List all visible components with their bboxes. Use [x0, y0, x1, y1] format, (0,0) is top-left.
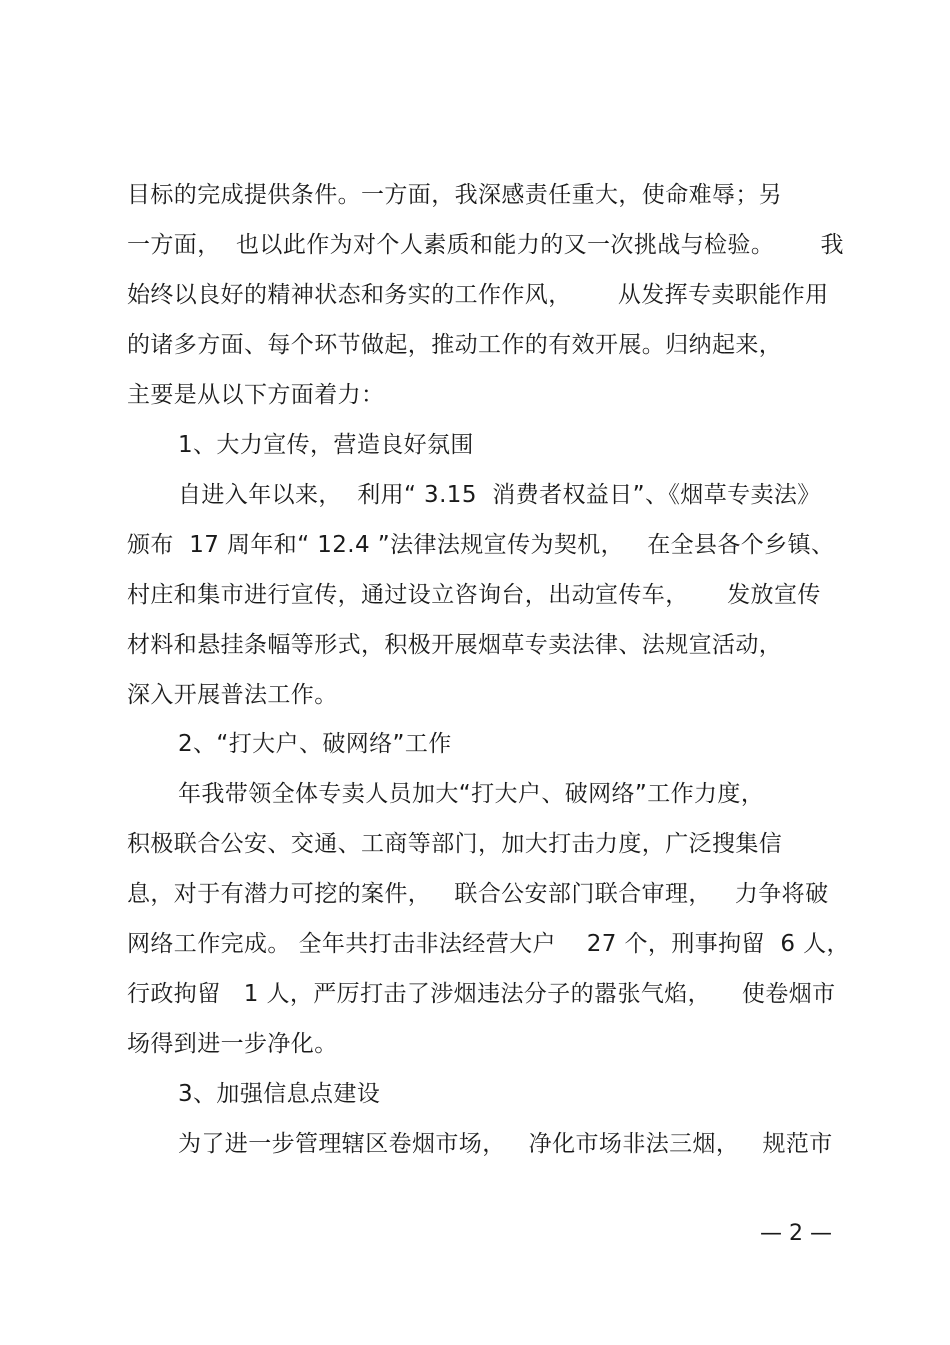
text-line: 颁布 17 周年和“ 12.4 ”法律法规宣传为契机， 在全县各个乡镇、 — [127, 532, 835, 558]
text-line: 目标的完成提供条件。一方面，我深感责任重大，使命难辱；另 — [127, 182, 783, 208]
text-line: 自进入年以来， 利用“ 3.15 消费者权益日”、《烟草专卖法》 — [178, 482, 821, 508]
text-line: 积极联合公安、交通、工商等部门，加大打击力度，广泛搜集信 — [127, 831, 783, 857]
text-line: 网络工作完成。 全年共打击非法经营大户 27 个，刑事拘留 6 人， — [127, 931, 850, 957]
text-line: 年我带领全体专卖人员加大“打大户、破网络”工作力度， — [178, 781, 765, 807]
text-line: 始终以良好的精神状态和务实的工作作风， 从发挥专卖职能作用 — [127, 282, 829, 308]
text-line: 一方面， 也以此作为对个人素质和能力的又一次挑战与检验。 我 — [127, 232, 844, 258]
page-number: — 2 — — [760, 1221, 832, 1246]
text-line: 息，对于有潜力可挖的案件， 联合公安部门联合审理， 力争将破 — [127, 881, 829, 907]
text-line: 行政拘留 1 人，严厉打击了涉烟违法分子的嚣张气焰， 使卷烟市 — [127, 981, 836, 1007]
section-heading: 1、大力宣传，营造良好氛围 — [178, 432, 474, 458]
text-line: 材料和悬挂条幅等形式，积极开展烟草专卖法律、法规宣活动， — [127, 632, 783, 658]
text-line: 场得到进一步净化。 — [127, 1031, 338, 1057]
section-heading: 3、加强信息点建设 — [178, 1081, 381, 1107]
text-line: 主要是从以下方面着力： — [127, 382, 385, 408]
text-line: 村庄和集市进行宣传，通过设立咨询台，出动宣传车， 发放宣传 — [127, 582, 821, 608]
text-line: 的诸多方面、每个环节做起，推动工作的有效开展。归纳起来， — [127, 332, 783, 358]
text-line: 为了进一步管理辖区卷烟市场， 净化市场非法三烟， 规范市 — [178, 1131, 833, 1157]
section-heading: 2、“打大户、破网络”工作 — [178, 731, 452, 757]
text-line: 深入开展普法工作。 — [127, 682, 338, 708]
